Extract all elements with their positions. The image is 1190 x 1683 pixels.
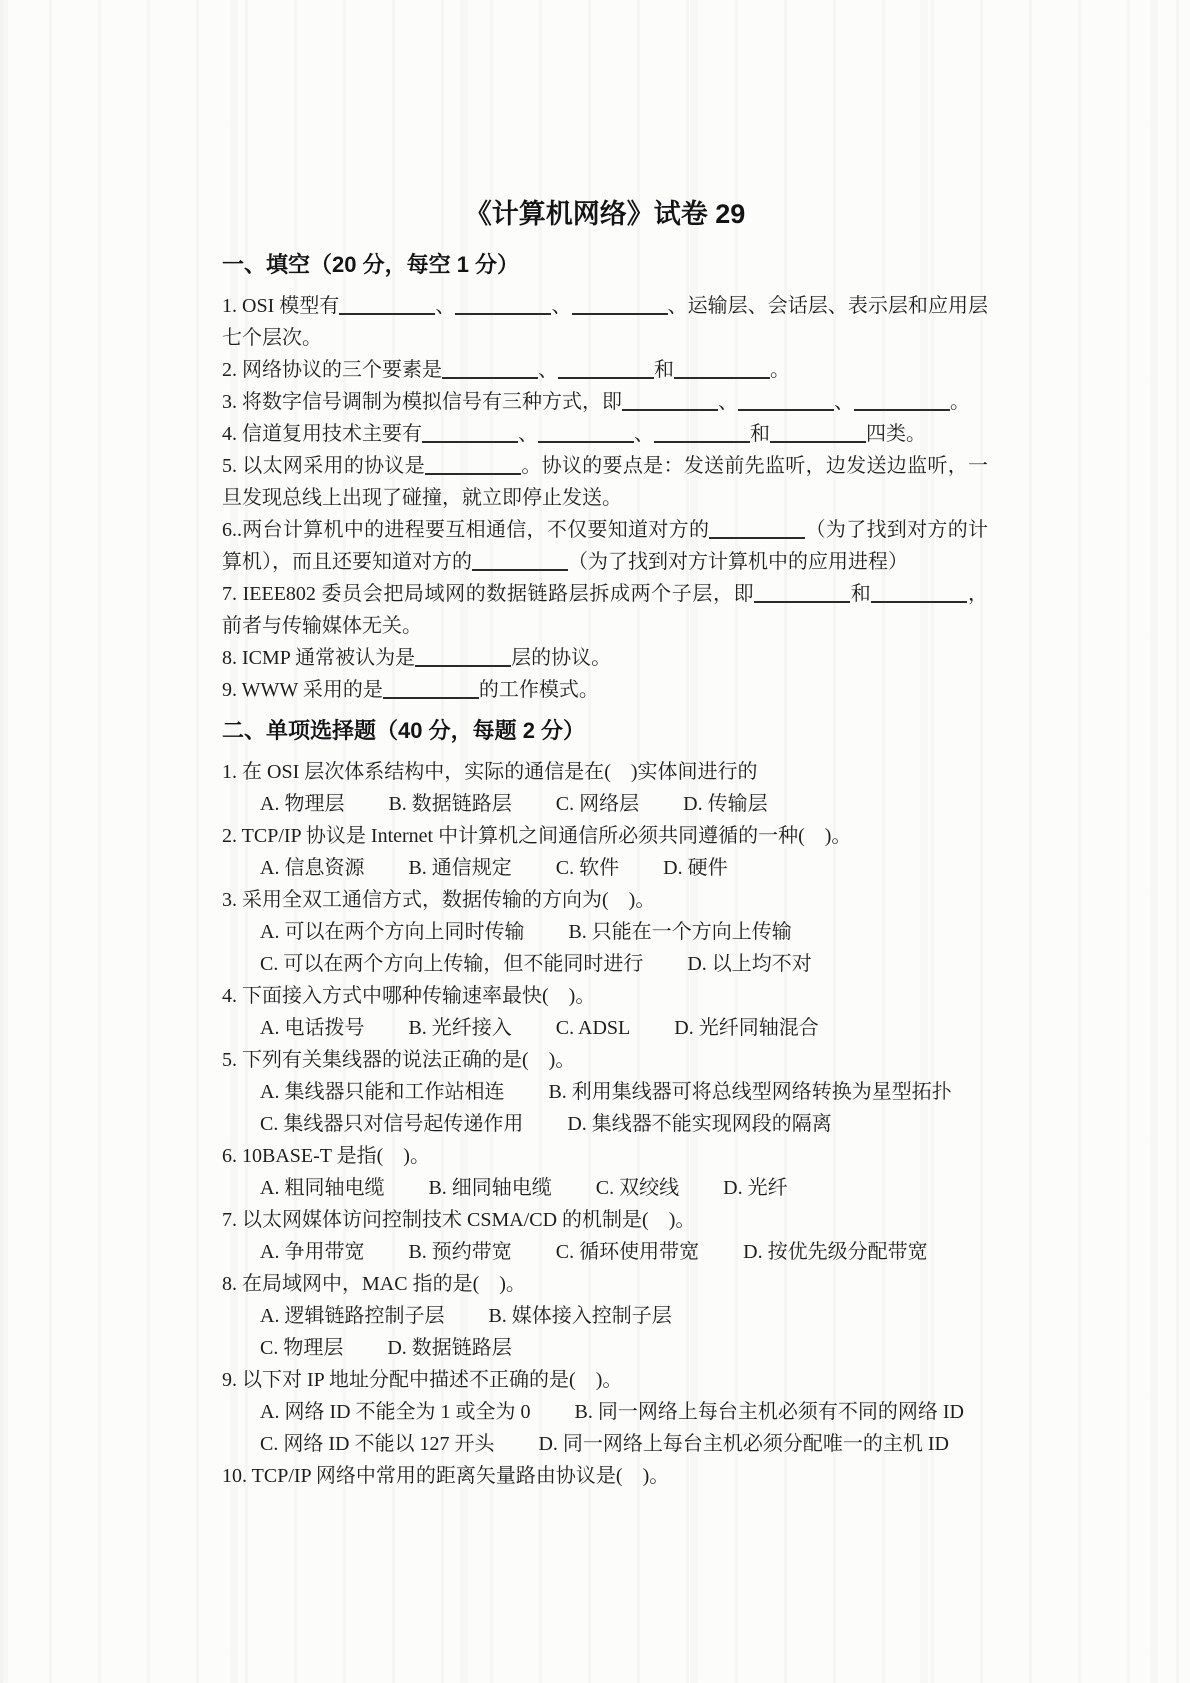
answer-blank-line: [572, 313, 668, 315]
mc-option: B. 光纤接入: [408, 1017, 512, 1039]
mc-option-row: [222, 852, 988, 884]
fill-question: 2. 网络协议的三个要素是 、 和 。: [222, 359, 790, 381]
answer-blank-line: [415, 665, 511, 667]
answer-blank-line: [674, 377, 770, 379]
mc-option: C. 可以在两个方向上传输，但不能同时进行: [260, 953, 644, 975]
fill-question: 7. IEEE802 委员会把局域网的数据链路层拆成两个子层，即 和 ，前者与传输媒体无关。: [222, 583, 989, 637]
mc-option-row: [222, 1300, 988, 1332]
mc-question: [222, 980, 988, 1044]
answer-blank-line: [558, 377, 654, 379]
mc-option: B. 同一网络上每台主机必须有不同的网络 ID: [574, 1401, 964, 1423]
mc-question-stem: 4. 下面接入方式中哪种传输速率最快( )。: [222, 985, 596, 1007]
answer-blank-line: [455, 313, 551, 315]
mc-option-row: [222, 1108, 988, 1140]
mc-question: [222, 1140, 988, 1204]
fill-question: 6..两台计算机中的进程要互相通信，不仅要知道对方的 （为了找到对方的计算机），而且还要知道对方的 （为了找到对方计算机中的应用进程）: [222, 519, 989, 573]
mc-option: C. 物理层: [260, 1337, 344, 1359]
mc-option: B. 通信规定: [408, 857, 512, 879]
answer-blank-line: [871, 601, 967, 603]
mc-option-row: [222, 788, 988, 820]
mc-question-stem: 9. 以下对 IP 地址分配中描述不正确的是( )。: [222, 1369, 623, 1391]
mc-option: D. 集线器不能实现网段的隔离: [567, 1113, 832, 1135]
mc-option: A. 争用带宽: [260, 1241, 365, 1263]
mc-option: C. 循环使用带宽: [555, 1241, 700, 1263]
mc-option: C. 双绞线: [595, 1177, 680, 1199]
answer-blank-line: [738, 409, 834, 411]
answer-blank-line: [538, 441, 634, 443]
answer-blank-line: [709, 537, 805, 539]
mc-option: A. 集线器只能和工作站相连: [260, 1081, 505, 1103]
mc-option: D. 光纤同轴混合: [674, 1017, 819, 1039]
mc-question: [222, 820, 988, 884]
mc-option: B. 数据链路层: [388, 793, 512, 815]
answer-blank-line: [472, 569, 568, 571]
fill-question: 1. OSI 模型有 、 、 、运输层、会话层、表示层和应用层七个层次。: [222, 295, 989, 349]
mc-option: D. 光纤: [723, 1177, 788, 1199]
mc-option: D. 以上均不对: [687, 953, 812, 975]
mc-question-stem: 2. TCP/IP 协议是 Internet 中计算机之间通信所必须共同遵循的一种( )。: [222, 825, 852, 847]
answer-blank-line: [770, 441, 866, 443]
multiple-choice-questions: [222, 756, 988, 1492]
mc-option: C. 软件: [555, 857, 620, 879]
mc-question: [222, 1268, 988, 1364]
mc-option: B. 媒体接入控制子层: [488, 1305, 672, 1327]
mc-option: B. 预约带宽: [408, 1241, 512, 1263]
mc-option: A. 物理层: [260, 793, 345, 815]
mc-question-stem: 1. 在 OSI 层次体系结构中，实际的通信是在( )实体间进行的: [222, 761, 758, 783]
section1-heading: 一、填空（20 分，每空 1 分）: [222, 252, 520, 277]
mc-question-stem: 5. 下列有关集线器的说法正确的是( )。: [222, 1049, 576, 1071]
fill-question: 4. 信道复用技术主要有 、 、 和 四类。: [222, 423, 926, 445]
exam-content: [222, 196, 988, 1492]
fill-question: 3. 将数字信号调制为模拟信号有三种方式，即 、 、 。: [222, 391, 970, 413]
mc-question: [222, 1460, 988, 1492]
fill-question: 8. ICMP 通常被认为是 层的协议。: [222, 647, 612, 669]
mc-option: D. 同一网络上每台主机必须分配唯一的主机 ID: [538, 1433, 949, 1455]
mc-question-stem: 3. 采用全双工通信方式，数据传输的方向为( )。: [222, 889, 656, 911]
answer-blank-line: [425, 473, 521, 475]
mc-option: A. 可以在两个方向上同时传输: [260, 921, 525, 943]
mc-question-stem: 8. 在局域网中，MAC 指的是( )。: [222, 1273, 526, 1295]
answer-blank-line: [383, 697, 479, 699]
mc-question: [222, 1364, 988, 1460]
mc-option-row: [222, 1332, 988, 1364]
mc-option: A. 逻辑链路控制子层: [260, 1305, 445, 1327]
mc-option: D. 数据链路层: [387, 1337, 512, 1359]
mc-question: [222, 756, 988, 820]
mc-option-row: [222, 1236, 988, 1268]
mc-option: B. 细同轴电缆: [428, 1177, 552, 1199]
fill-in-blank-questions: [222, 290, 988, 706]
mc-option: A. 粗同轴电缆: [260, 1177, 385, 1199]
mc-option-row: [222, 1012, 988, 1044]
mc-question-stem: 10. TCP/IP 网络中常用的距离矢量路由协议是( )。: [222, 1465, 670, 1487]
mc-option: D. 硬件: [663, 857, 728, 879]
section2-heading: 二、单项选择题（40 分，每题 2 分）: [222, 718, 586, 743]
mc-question-stem: 6. 10BASE-T 是指( )。: [222, 1145, 430, 1167]
mc-option: A. 电话拨号: [260, 1017, 365, 1039]
mc-option-row: [222, 1076, 988, 1108]
answer-blank-line: [339, 313, 435, 315]
mc-question: [222, 1044, 988, 1140]
answer-blank-line: [422, 441, 518, 443]
mc-question-stem: 7. 以太网媒体访问控制技术 CSMA/CD 的机制是( )。: [222, 1209, 696, 1231]
mc-option: C. 网络 ID 不能以 127 开头: [260, 1433, 495, 1455]
answer-blank-line: [654, 441, 750, 443]
mc-option: B. 只能在一个方向上传输: [568, 921, 792, 943]
answer-blank-line: [854, 409, 950, 411]
mc-option: A. 网络 ID 不能全为 1 或全为 0: [260, 1401, 531, 1423]
fill-question: 5. 以太网采用的协议是 。协议的要点是：发送前先监听，边发送边监听，一旦发现总线上出现了碰撞，就立即停止发送。: [222, 455, 989, 509]
mc-option: C. ADSL: [555, 1017, 631, 1039]
mc-option-row: [222, 1172, 988, 1204]
answer-blank-line: [622, 409, 718, 411]
mc-option: B. 利用集线器可将总线型网络转换为星型拓扑: [548, 1081, 952, 1103]
mc-option-row: [222, 916, 988, 948]
page-title: 《计算机网络》试卷 29: [464, 199, 746, 229]
mc-option: D. 按优先级分配带宽: [743, 1241, 928, 1263]
answer-blank-line: [754, 601, 850, 603]
mc-option-row: [222, 948, 988, 980]
fill-question: 9. WWW 采用的是 的工作模式。: [222, 679, 599, 701]
mc-option-row: [222, 1428, 988, 1460]
mc-option: D. 传输层: [683, 793, 768, 815]
mc-question: [222, 884, 988, 980]
answer-blank-line: [442, 377, 538, 379]
mc-question: [222, 1204, 988, 1268]
mc-option-row: [222, 1396, 988, 1428]
mc-option: A. 信息资源: [260, 857, 365, 879]
mc-option: C. 集线器只对信号起传递作用: [260, 1113, 524, 1135]
mc-option: C. 网络层: [555, 793, 640, 815]
